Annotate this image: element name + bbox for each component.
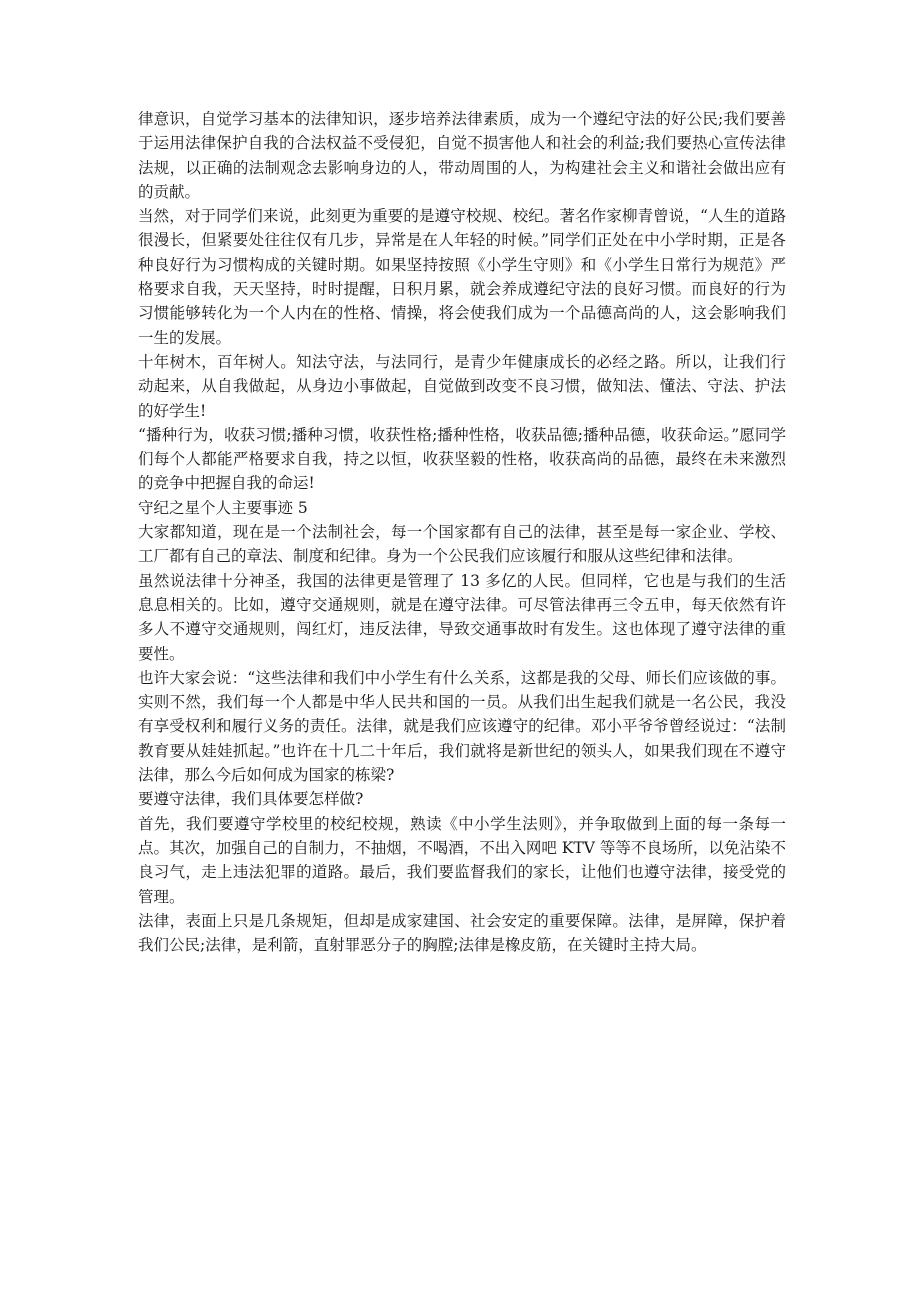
paragraph-4: “播种行为，收获习惯;播种习惯，收获性格;播种性格，收获品德;播种品德，收获命运。”愿同学们每个人都能严格要求自我，持之以恒，收获坚毅的性格，收获高尚的品德，最终在未来激烈的竞争中把握自我的命运! — [138, 425, 786, 493]
paragraph-3: 十年树木，百年树人。知法守法，与法同行，是青少年健康成长的必经之路。所以，让我们行动起来，从自我做起，从身边小事做起，自觉做到改变不良习惯，做知法、懂法、守法、护法的好学生! — [138, 352, 786, 420]
paragraph-7: 也许大家会说：“这些法律和我们中小学生有什么关系，这都是我的父母、师长们应该做的事。实则不然，我们每一个人都是中华人民共和国的一员。从我们出生起我们就是一名公民，我没有享受权利和履行义务的责任。法律，就是我们应该遵守的纪律。邓小平爷爷曾经说过：“法制教育要从娃娃抓起。”也许在十几二十年后，我们就将是新世纪的领头人，如果我们现在不遵守法律，那么今后如何成为国家的栋梁? — [138, 668, 786, 785]
paragraph-question: 要遵守法律，我们具体要怎样做? — [138, 790, 364, 809]
document-body — [138, 107, 786, 957]
paragraph-2: 当然，对于同学们来说，此刻更为重要的是遵守校规、校纪。著名作家柳青曾说，“人生的道路很漫长，但紧要处往往仅有几步，异常是在人年轻的时候。”同学们正处在中小学时期，正是各种良好行为习惯构成的关键时期。如果坚持按照《小学生守则》和《小学生日常行为规范》严格要求自我，天天坚持，时时提醒，日积月累，就会养成遵纪守法的良好习惯。而良好的行为习惯能够转化为一个人内在的性格、情操，将会使我们成为一个品德高尚的人，这会影响我们一生的发展。 — [138, 207, 786, 347]
section-heading: 守纪之星个人主要事迹 5 — [138, 498, 308, 517]
paragraph-9: 法律，表面上只是几条规矩，但却是成家建国、社会安定的重要保障。法律，是屏障，保护着我们公民;法律，是利箭，直射罪恶分子的胸膛;法律是橡皮筋，在关键时主持大局。 — [138, 911, 786, 955]
paragraph-5: 大家都知道，现在是一个法制社会，每一个国家都有自己的法律，甚至是每一家企业、学校、工厂都有自己的章法、制度和纪律。身为一个公民我们应该履行和服从这些纪律和法律。 — [138, 523, 786, 566]
paragraph-6: 虽然说法律十分神圣，我国的法律更是管理了 13 多亿的人民。但同样，它也是与我们的生活息息相关的。比如，遵守交通规则，就是在遵守法律。可尽管法律再三令五申，每天依然有许多人不遵守交通规则，闯红灯，违反法律，导致交通事故时有发生。这也体现了遵守法律的重要性。 — [138, 571, 786, 663]
paragraph-1: 律意识，自觉学习基本的法律知识，逐步培养法律素质，成为一个遵纪守法的好公民;我们要善于运用法律保护自我的合法权益不受侵犯，自觉不损害他人和社会的利益;我们要热心宣传法律法规，以正确的法制观念去影响身边的人，带动周围的人，为构建社会主义和谐社会做出应有的贡献。 — [138, 110, 786, 201]
paragraph-8: 首先，我们要遵守学校里的校纪校规，熟读《中小学生法则》，并争取做到上面的每一条每一点。其次，加强自己的自制力，不抽烟，不喝酒，不出入网吧 KTV 等等不良场所，以免沾染不良习气，走上违法犯罪的道路。最后，我们要监督我们的家长，让他们也遵守法律，接受党的管理。 — [138, 814, 786, 906]
